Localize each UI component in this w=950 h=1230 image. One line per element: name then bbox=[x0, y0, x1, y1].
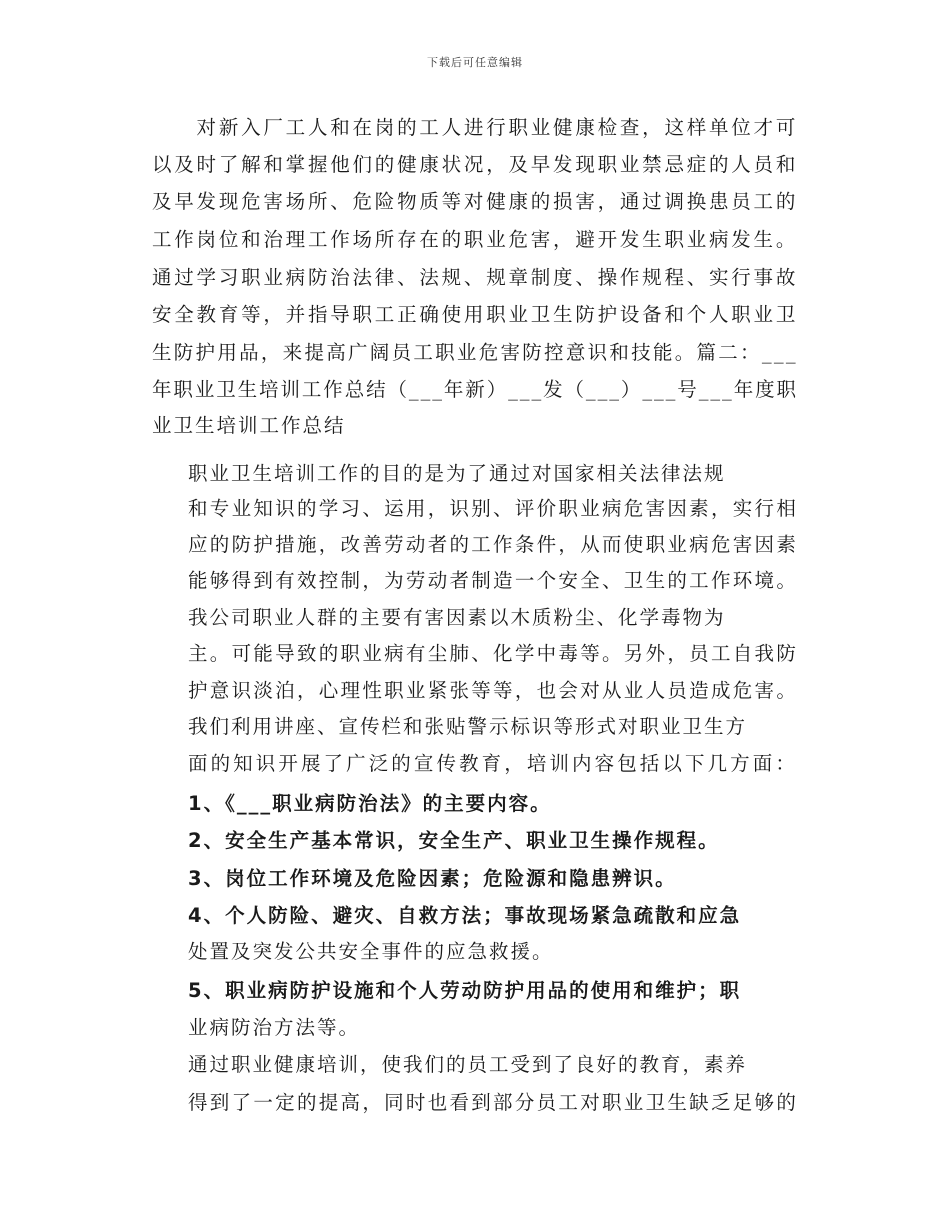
paragraph-line: 生防护用品，来提高广阔员工职业危害防控意识和技能。篇二：___ bbox=[152, 341, 798, 364]
paragraph-line: 安全教育等，并指导职工正确使用职业卫生防护设备和个人职业卫 bbox=[152, 303, 799, 326]
list-item-continuation: 业病防治方法等。 bbox=[188, 1016, 361, 1039]
list-item: 1、《___职业病防治法》的主要内容。 bbox=[188, 792, 552, 815]
paragraph-line: 主。可能导致的职业病有尘肺、化学中毒等。另外，员工自我防 bbox=[188, 642, 799, 665]
paragraph-line: 年职业卫生培训工作总结（___年新）___发（___）___号___年度职 bbox=[152, 378, 798, 401]
paragraph-line: 及早发现危害场所、危险物质等对健康的损害，通过调换患员工的 bbox=[152, 190, 799, 213]
page-header: 下载后可任意编辑 bbox=[427, 56, 523, 69]
paragraph-line: 业卫生培训工作总结 bbox=[152, 414, 346, 437]
paragraph-line: 应的防护措施，改善劳动者的工作条件，从而使职业病危害因素 bbox=[188, 533, 799, 556]
paragraph-line: 通过职业健康培训，使我们的员工受到了良好的教育，素养 bbox=[188, 1053, 748, 1076]
paragraph-line: 我公司职业人群的主要有害因素以木质粉尘、化学毒物为 bbox=[188, 606, 726, 629]
list-item: 4、个人防险、避灾、自救方法；事故现场紧急疏散和应急 bbox=[188, 904, 742, 927]
paragraph-line: 我们利用讲座、宣传栏和张贴警示标识等形式对职业卫生方 bbox=[188, 715, 748, 738]
list-item: 5、职业病防护设施和个人劳动防护用品的使用和维护；职 bbox=[188, 979, 742, 1002]
paragraph-line: 以及时了解和掌握他们的健康状况，及早发现职业禁忌症的人员和 bbox=[152, 153, 799, 176]
paragraph-line: 工作岗位和治理工作场所存在的职业危害，避开发生职业病发生。 bbox=[152, 228, 799, 251]
paragraph-line: 对新入厂工人和在岗的工人进行职业健康检查，这样单位才可 bbox=[152, 116, 799, 139]
paragraph-line: 能够得到有效控制，为劳动者制造一个安全、卫生的工作环境。 bbox=[188, 569, 799, 592]
paragraph-line: 得到了一定的提高，同时也看到部分员工对职业卫生缺乏足够的 bbox=[188, 1091, 799, 1114]
paragraph-line: 职业卫生培训工作的目的是为了通过对国家相关法律法规 bbox=[188, 462, 726, 485]
list-item: 3、岗位工作环境及危险因素；危险源和隐患辨识。 bbox=[188, 867, 677, 890]
list-item: 2、安全生产基本常识，安全生产、职业卫生操作规程。 bbox=[188, 829, 720, 852]
paragraph-line: 护意识淡泊，心理性职业紧张等等，也会对从业人员造成危害。 bbox=[188, 679, 799, 702]
paragraph-line: 和专业知识的学习、运用，识别、评价职业病危害因素，实行相 bbox=[188, 497, 799, 520]
paragraph-line: 面的知识开展了广泛的宣传教育，培训内容包括以下几方面： bbox=[188, 752, 798, 775]
list-item-continuation: 处置及突发公共安全事件的应急救援。 bbox=[188, 940, 554, 963]
paragraph-line: 通过学习职业病防治法律、法规、规章制度、操作规程、实行事故 bbox=[152, 266, 799, 289]
